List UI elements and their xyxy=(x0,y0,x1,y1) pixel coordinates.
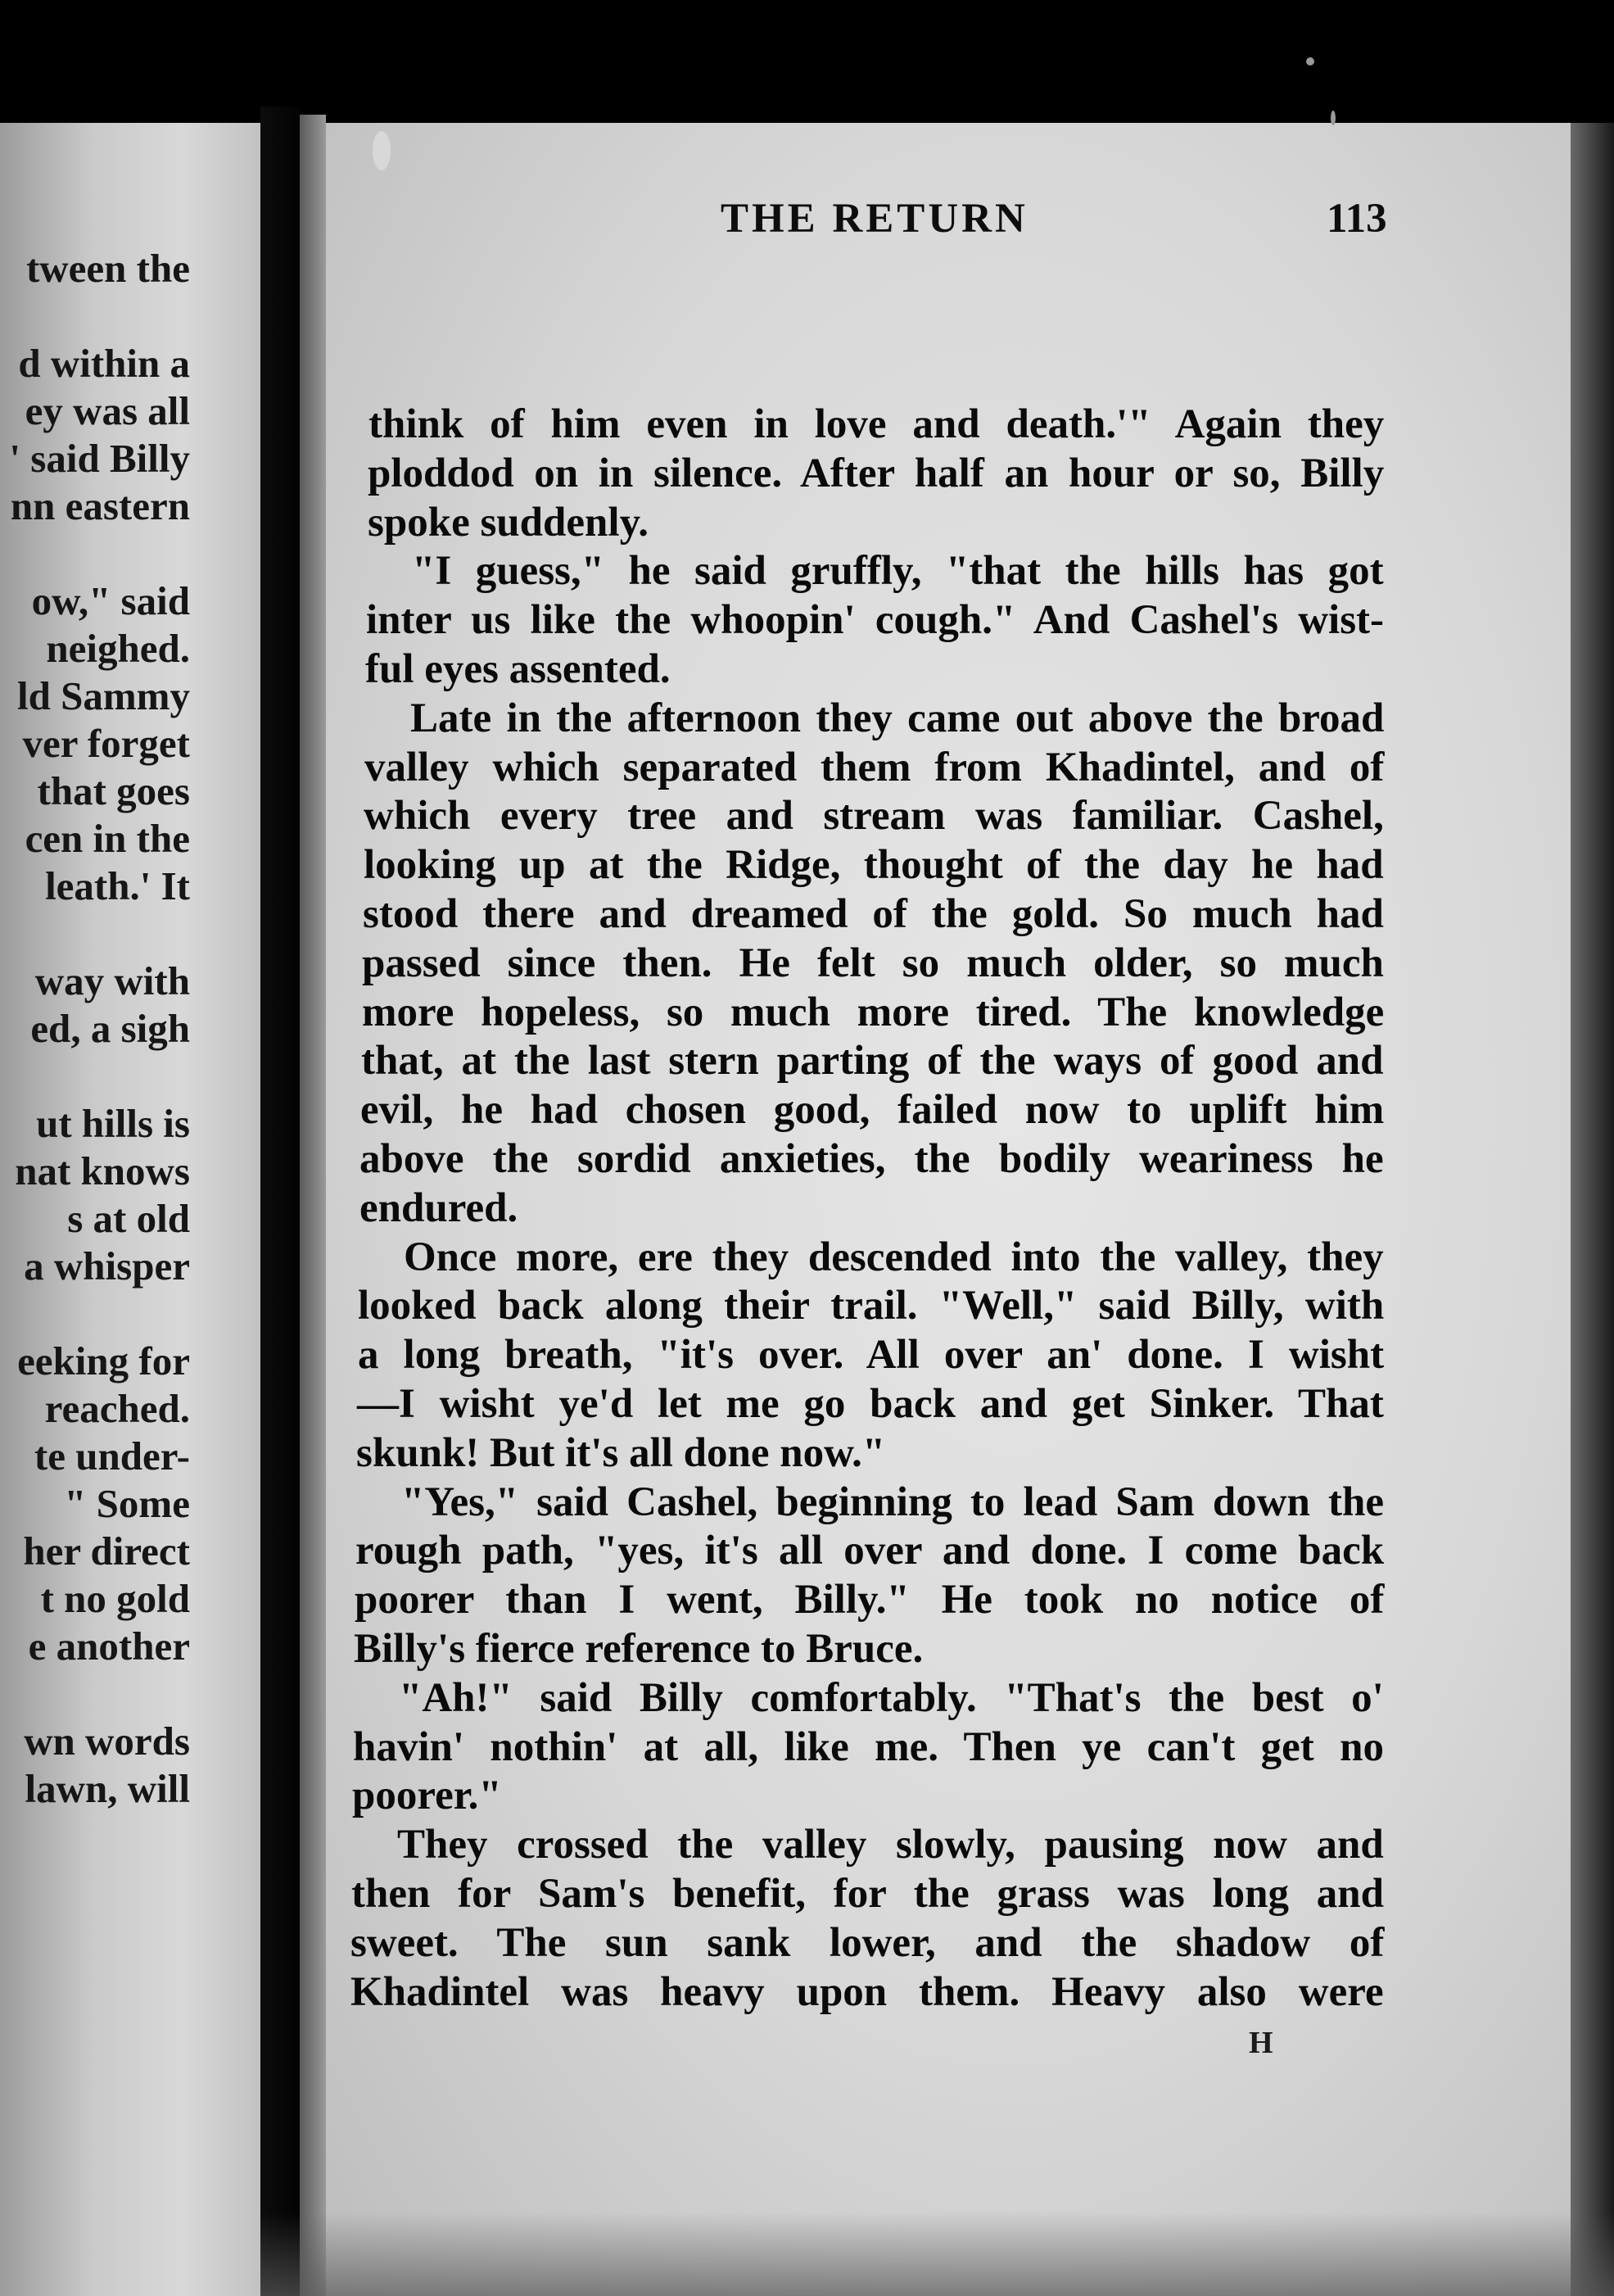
left-page-line: cen in the xyxy=(25,816,190,861)
left-page-line: way with xyxy=(34,958,190,1003)
left-page-line: nat knows xyxy=(15,1148,190,1193)
left-page-line: ed, a sigh xyxy=(30,1006,190,1051)
text-line: inter us like the whoopin' cough." And Cashel's wist- xyxy=(366,597,1385,643)
text-line: poorer than I went, Billy." He took no notice of xyxy=(355,1577,1385,1623)
text-line: rough path, "yes, it's all over and done. I come back xyxy=(355,1528,1385,1574)
text-line: stood there and dreamed of the gold. So much had xyxy=(363,891,1384,937)
text-line: "I guess," he said gruffly, "that the hills has got xyxy=(412,548,1384,594)
dust-speck xyxy=(373,131,391,170)
left-page-line: te under- xyxy=(34,1433,190,1479)
text-line: spoke suddenly. xyxy=(368,500,649,546)
left-page-line: ow," said xyxy=(31,578,190,623)
left-page-line: ' said Billy xyxy=(9,436,190,481)
dust-speck xyxy=(1306,57,1314,66)
left-page-line: neighed. xyxy=(46,626,190,671)
text-line: then for Sam's benefit, for the grass was long and xyxy=(351,1871,1384,1917)
text-line: poorer." xyxy=(352,1773,502,1818)
signature-mark: H xyxy=(1249,2026,1273,2060)
text-line: looked back along their trail. "Well," said Billy, with xyxy=(358,1283,1385,1329)
text-line: —I wisht ye'd let me go back and get Sinker. That xyxy=(357,1381,1384,1427)
running-title: THE RETURN xyxy=(721,196,1029,242)
text-line: sweet. The sun sank lower, and the shadow of xyxy=(350,1920,1385,1966)
left-page-line: wn words xyxy=(24,1719,190,1764)
text-line: more hopeless, so much more tired. The knowledge xyxy=(362,989,1385,1035)
left-page-line: ut hills is xyxy=(36,1101,190,1146)
left-page-line: reached. xyxy=(44,1386,190,1431)
text-line: ful eyes assented. xyxy=(365,646,671,692)
left-page-line: eeking for xyxy=(17,1338,190,1383)
text-line: valley which separated them from Khadintel, and of xyxy=(364,745,1385,790)
book-gutter xyxy=(260,106,300,2296)
left-page-line: t no gold xyxy=(40,1576,190,1621)
left-page xyxy=(0,123,260,2296)
text-line: evil, he had chosen good, failed now to uplift him xyxy=(360,1087,1385,1133)
text-line: looking up at the Ridge, thought of the day he had xyxy=(364,842,1384,888)
left-page-line: lawn, will xyxy=(25,1766,190,1811)
text-line: "Yes," said Cashel, beginning to lead Sam down the xyxy=(401,1479,1384,1525)
text-line: passed since then. He felt so much older, so much xyxy=(362,940,1384,986)
page-number: 113 xyxy=(1327,196,1387,242)
text-line: above the sordid anxieties, the bodily weariness he xyxy=(359,1136,1384,1182)
text-line: ploddod on in silence. After half an hour or so, Billy xyxy=(368,451,1385,496)
left-page-line: leath.' It xyxy=(45,863,190,908)
text-line: think of him even in love and death.'" Again they xyxy=(368,401,1385,447)
text-line: Billy's fierce reference to Bruce. xyxy=(354,1626,924,1672)
left-page-line: a whisper xyxy=(24,1243,190,1288)
text-line: which every tree and stream was familiar. Cashel, xyxy=(364,793,1384,839)
left-page-line: tween the xyxy=(25,246,190,291)
left-page-line: s at old xyxy=(67,1196,190,1241)
text-line: that, at the last stern parting of the ways of good and xyxy=(361,1038,1384,1084)
text-line: havin' nothin' at all, like me. Then ye can't get no xyxy=(353,1724,1384,1770)
text-line: Late in the afternoon they came out above the broad xyxy=(410,695,1385,741)
text-line: skunk! But it's all done now." xyxy=(356,1430,886,1476)
left-page-line: nn eastern xyxy=(10,483,190,528)
text-line: Khadintel was heavy upon them. Heavy also were xyxy=(350,1969,1384,2015)
left-page-line: that goes xyxy=(37,768,190,813)
left-page-line: ld Sammy xyxy=(16,673,190,718)
text-line: endured. xyxy=(359,1185,518,1231)
left-page-line: ey was all xyxy=(25,388,190,433)
page-edge-shadow xyxy=(300,115,326,2296)
text-line: They crossed the valley slowly, pausing now and xyxy=(397,1822,1384,1868)
right-edge-shadow xyxy=(1571,123,1614,2296)
left-page-line: " Some xyxy=(64,1481,190,1526)
left-page-line: ver forget xyxy=(22,721,190,766)
left-page-line: her direct xyxy=(23,1528,190,1574)
left-page-line: e another xyxy=(28,1624,190,1669)
bottom-page-fade xyxy=(260,2212,1614,2296)
text-line: a long breath, "it's over. All over an' done. I wisht xyxy=(358,1332,1385,1378)
dust-speck xyxy=(1331,111,1336,125)
text-line: Once more, ere they descended into the valley, they xyxy=(404,1234,1384,1280)
left-page-line: d within a xyxy=(18,341,190,386)
text-line: "Ah!" said Billy comfortably. "That's the best o' xyxy=(399,1675,1384,1721)
